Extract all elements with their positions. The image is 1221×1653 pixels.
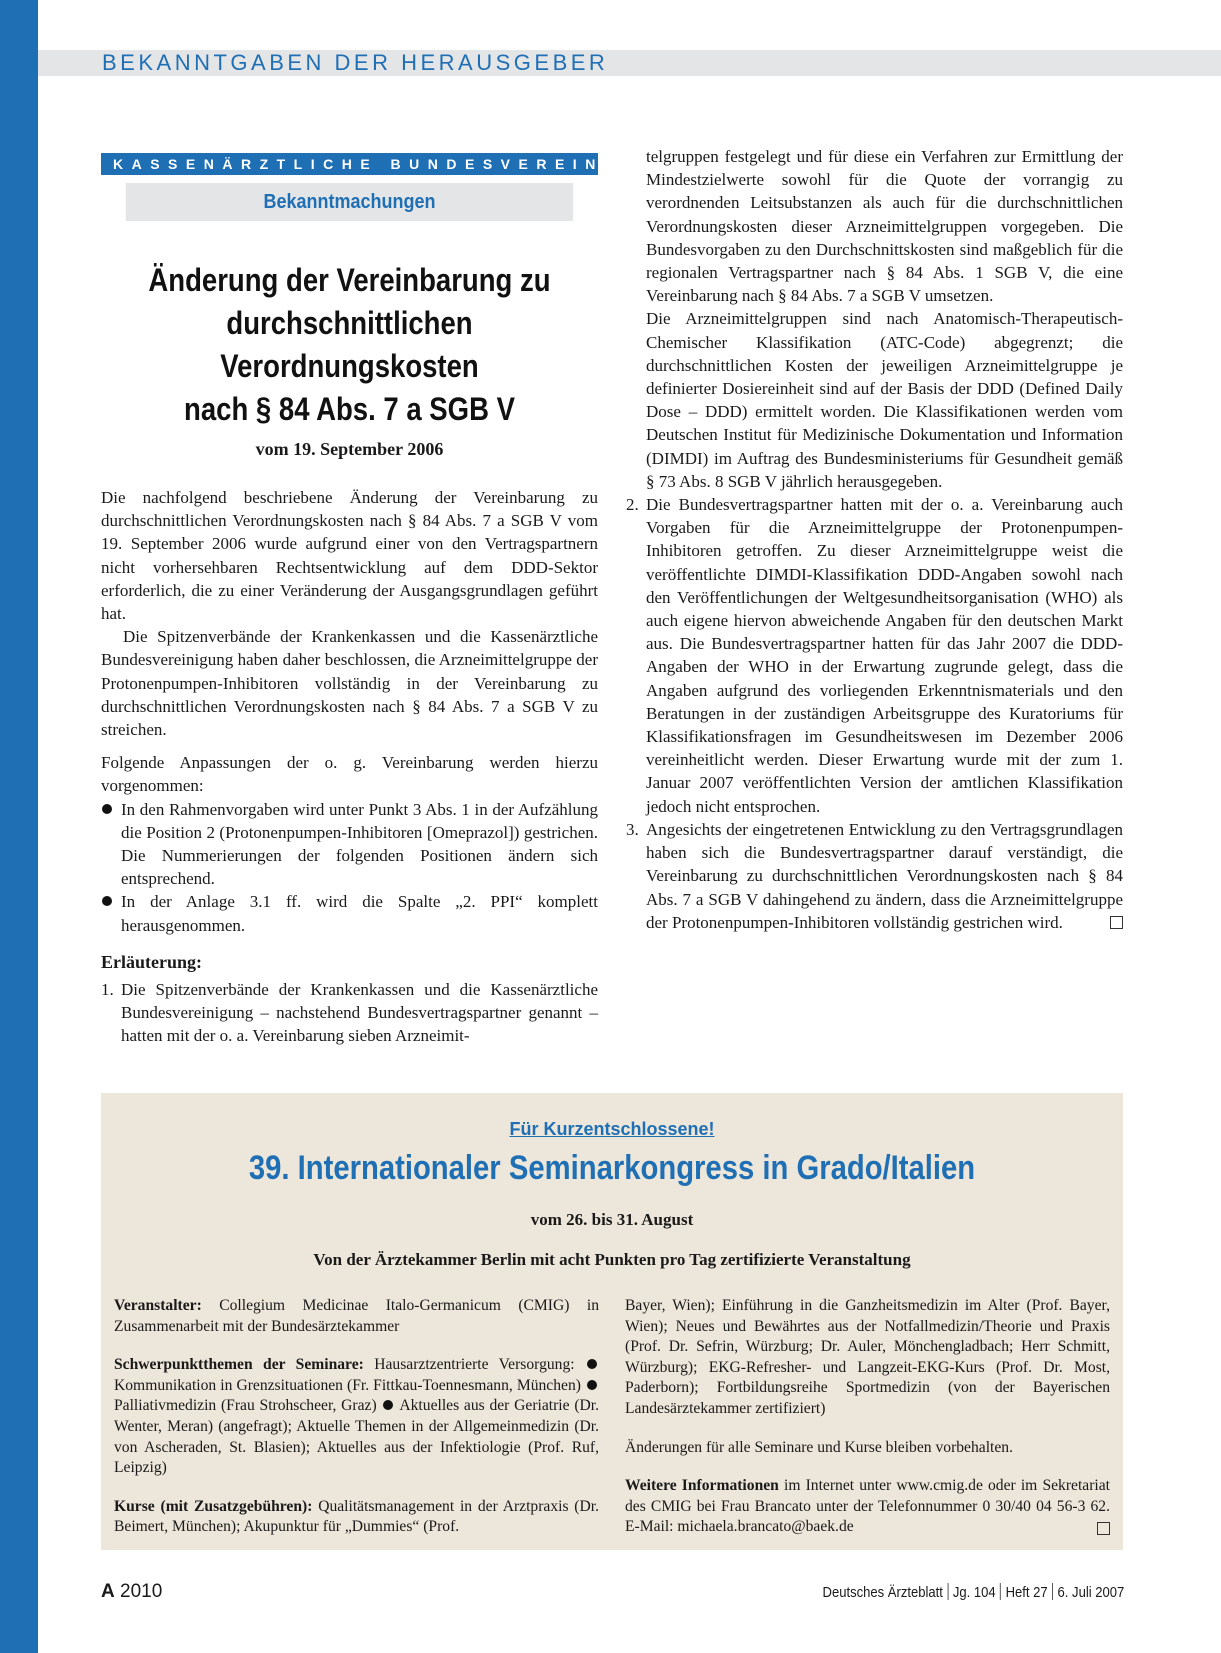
list-item-text: Angesichts der eingetretenen Entwicklung zu den Vertragsgrundlagen haben sich die Bundesvertragspartner darauf verständigt, die Vereinbarung zu durchschnittlichen Verordnungskosten nach § 84 Abs. 7 a SGB V dahingehend zu ändern, dass die Arzneimittelgruppe der Protonenpumpen-Inhibitoren vollständig gestrichen wird.: [646, 819, 1123, 932]
list-item-text: Die Arzneimittelgruppen sind nach Anatomisch-Therapeutisch-Chemischer Klassifikation (ATC-Code) abgegrenzt; die durchschnittlichen Kosten der jeweiligen Arzneimittelgruppe je definierter Dosiereinheit sind auf der Basis der DDD (Defined Daily Dose – DDD) ermittelt worden. Die Klassifikationen werden vom Deutschen Institut für Medizinische Dokumentation und Information (DIMDI) im Auftrag des Bundesministeriums für Gesundheit gemäß § 73 Abs. 8 SGB V jährlich herausgegeben.: [646, 309, 1123, 491]
bullet-icon: [587, 1380, 597, 1390]
list-number: 3.: [626, 819, 639, 839]
adjustments-list: [101, 798, 598, 937]
intro-paragraph: Die nachfolgend beschriebene Änderung der Vereinbarung zu durchschnittlichen Verordnungskosten nach § 84 Abs. 7 a SGB V vom 19. September 2006 wurde aufgrund einer von den Vertragspartnern nicht vorhersehbaren Rechtsentwicklung auf dem DDD-Sektor erforderlich, die zu einer Veränderung der Ausgangsgrundlagen geführt hat.: [101, 488, 598, 624]
seminar-announcement-box: [101, 1093, 1123, 1550]
info-text: im Internet unter www.cmig.de oder im Sekretariat des CMIG bei Frau Brancato unter der Telefonnummer 0 30/40 04 56-3 62. E-Mail: michaela.brancato@baek.de: [625, 1477, 1110, 1536]
article-title-line: nach § 84 Abs. 7 a SGB V: [184, 391, 515, 427]
list-item: [626, 145, 1123, 493]
article-date: vom 19. September 2006: [255, 439, 444, 459]
promo-left-column: [114, 1296, 599, 1556]
list-number: 2.: [626, 495, 639, 515]
journal-footer: [822, 1583, 1124, 1601]
courses-paragraph: [114, 1497, 599, 1538]
explanation-list-continued: [626, 145, 1123, 934]
article-right-column: [626, 147, 1123, 934]
list-item: [101, 978, 598, 1048]
topics-intro: Hausarztzentrierte Versorgung:: [374, 1356, 575, 1374]
adjustments-intro: Folgende Anpassungen der o. g. Vereinbarung werden hierzu vorgenommen:: [101, 753, 598, 796]
list-item-text: telgruppen festgelegt und für diese ein Verfahren zur Ermittlung der Mindestzielwerte sowohl für die Quote der vorrangig zu verordnenden Leitsubstanzen als auch für die durchschnittlichen Verordnungskosten dieser Arzneimittelgruppen vorgegeben. Die Bundesvorgaben zu den Durchschnittskosten sind maßgeblich für die regionalen Vertragspartner nach § 84 Abs. 1 SGB V, die eine Vereinbarung nach § 84 Abs. 7 a SGB V umsetzen.: [646, 147, 1123, 306]
intro-paragraph: Die Spitzenverbände der Krankenkassen und die Kassenärztliche Bundesvereinigung haben daher beschlossen, die Arzneimittelgruppe der Protonenpumpen-Inhibitoren vollständig in der Vereinbarung zu durchschnittlichen Verordnungskosten nach § 84 Abs. 7 a SGB V zu streichen.: [101, 627, 598, 740]
courses-paragraph-continued: Bayer, Wien); Einführung in die Ganzheitsmedizin im Alter (Prof. Bayer, Wien); Neues und Bewährtes aus der Notfallmedizin/Theorie und Praxis (Prof. Dr. Sefrin, Würzburg; Dr. Auler, Mönchengladbach; Herr Schmitt, Würzburg); EKG-Refresher- und Langzeit-EKG-Kurs (Prof. Dr. Most, Paderborn); Fortbildungsreihe Sportmedizin (von der Bayerischen Landesärztekammer zertifiziert): [625, 1297, 1110, 1417]
list-item: [101, 890, 598, 936]
category-label: Bekanntmachungen: [126, 183, 573, 221]
article-title: [136, 259, 563, 431]
explanation-heading: Erläuterung:: [101, 951, 202, 972]
bullet-icon: [587, 1359, 597, 1369]
list-item-text: Die Bundesvertragspartner hatten mit der o. a. Vereinbarung auch Vorgaben für die Arzneimittelgruppe der Protonenpumpen-Inhibitoren getroffen. Zu dieser Arzneimittelgruppe weist die veröffentlichte DIMDI-Klassifikation DDD-Angaben sowohl nach den Veröffentlichungen der Weltgesundheitsorganisation (WHO) als auch eigene hiervon abweichende Angaben für den deutschen Markt aus. Die Bundesvertragspartner hatten für das Jahr 2007 die DDD-Angaben der WHO in der Erwartung zugrunde gelegt, dass die Angaben aufgrund des vorliegenden Erkenntnismaterials und den Beratungen in der zuständigen Arbeitsgruppe des Kuratoriums für Klassifikationsfragen im Gesundheitswesen im Dezember 2006 vereinheitlicht werden. Dieser Erwartung wurde mit der zum 1. Januar 2007 veröffentlichten Version der amtlichen Klassifikation jedoch nicht entsprochen.: [646, 495, 1123, 816]
journal-issue: Heft 27: [1005, 1585, 1048, 1601]
courses-label: Kurse (mit Zusatzgebühren):: [114, 1497, 313, 1515]
topic-item: Kommunikation in Grenzsituationen (Fr. Fittkau-Toennesmann, München): [114, 1376, 581, 1394]
page-number: [101, 1581, 162, 1603]
list-item-text: In der Anlage 3.1 ff. wird die Spalte „2. PPI“ komplett herausgenommen.: [121, 892, 598, 935]
journal-date: 6. Juli 2007: [1057, 1585, 1124, 1601]
promo-kicker: Für Kurzentschlossene!: [509, 1119, 715, 1139]
article-title-line: durchschnittlichen Verordnungskosten: [220, 305, 479, 384]
article-left-column: [101, 153, 693, 1048]
explanation-list: [101, 978, 598, 1048]
info-paragraph: [625, 1476, 1110, 1538]
promo-right-column: [625, 1296, 1110, 1556]
topics-paragraph: [114, 1355, 599, 1479]
promo-date: vom 26. bis 31. August: [530, 1210, 694, 1229]
list-number: 1.: [101, 980, 114, 1000]
end-mark-icon: [1110, 916, 1123, 929]
organizer-label: Veranstalter:: [114, 1297, 202, 1314]
list-item: [101, 798, 598, 891]
organizer-text: Collegium Medicinae Italo-Germanicum (CMIG) in Zusammenarbeit mit der Bundesärztekammer: [114, 1297, 599, 1335]
list-item-text: Die Spitzenverbände der Krankenkassen und die Kassenärztliche Bundesvereinigung – nachstehend Bundesvertragspartner genannt – hatten mit der o. a. Vereinbarung sieben Arzneimit-: [121, 980, 598, 1046]
list-item-text: In den Rahmenvorgaben wird unter Punkt 3 Abs. 1 in der Aufzählung die Position 2 (Protonenpumpen-Inhibitoren [Omeprazol]) gestrichen. Die Nummerierungen der folgenden Positionen ändern sich entsprechend.: [121, 799, 598, 889]
topic-item: Aktuelles aus der Geriatrie (Dr. Wenter, Meran) (angefragt); Aktuelle Themen in der Allgemeinmedizin (Dr. von Ascheraden, St. Blasien); Aktuelles aus der Infektiologie (Prof. Ruf, Leipzig): [114, 1397, 600, 1477]
promo-certification: Von der Ärztekammer Berlin mit acht Punkten pro Tag zertifizierte Veranstaltung: [313, 1250, 911, 1269]
bullet-icon: [102, 804, 112, 814]
info-label: Weitere Informationen: [625, 1477, 779, 1495]
journal-volume: Jg. 104: [952, 1585, 996, 1601]
topics-label: Schwerpunktthemen der Seminare:: [114, 1356, 364, 1374]
list-item: [626, 818, 1123, 934]
divider: [1000, 1583, 1001, 1600]
article-title-line: Änderung der Vereinbarung zu: [148, 262, 551, 298]
section-header: BEKANNTGABEN DER HERAUSGEBER: [102, 50, 609, 75]
divider: [1052, 1583, 1053, 1600]
page-prefix: A: [101, 1581, 115, 1602]
promo-title: 39. Internationaler Seminarkongress in Grado/Italien: [248, 1149, 976, 1187]
bullet-icon: [102, 896, 112, 906]
courses-text: Qualitätsmanagement in der Arztpraxis (Dr. Beimert, München); Akupunktur für „Dummies“ (Prof.: [114, 1497, 599, 1536]
end-mark-icon: [1097, 1522, 1110, 1535]
journal-name: Deutsches Ärzteblatt: [822, 1585, 943, 1601]
changes-note: Änderungen für alle Seminare und Kurse bleiben vorbehalten.: [625, 1438, 1013, 1456]
organizer-paragraph: [114, 1296, 599, 1337]
list-item: [626, 493, 1123, 818]
page-number-value: 2010: [120, 1581, 163, 1602]
org-label: KASSENÄRZTLICHE BUNDESVEREINIGUNG: [101, 153, 598, 175]
bullet-icon: [383, 1400, 393, 1410]
topic-item: Palliativmedizin (Frau Strohscheer, Graz): [114, 1397, 377, 1415]
section-header-band: [38, 50, 1221, 76]
divider: [947, 1583, 948, 1600]
left-accent-bar: [0, 0, 38, 1653]
